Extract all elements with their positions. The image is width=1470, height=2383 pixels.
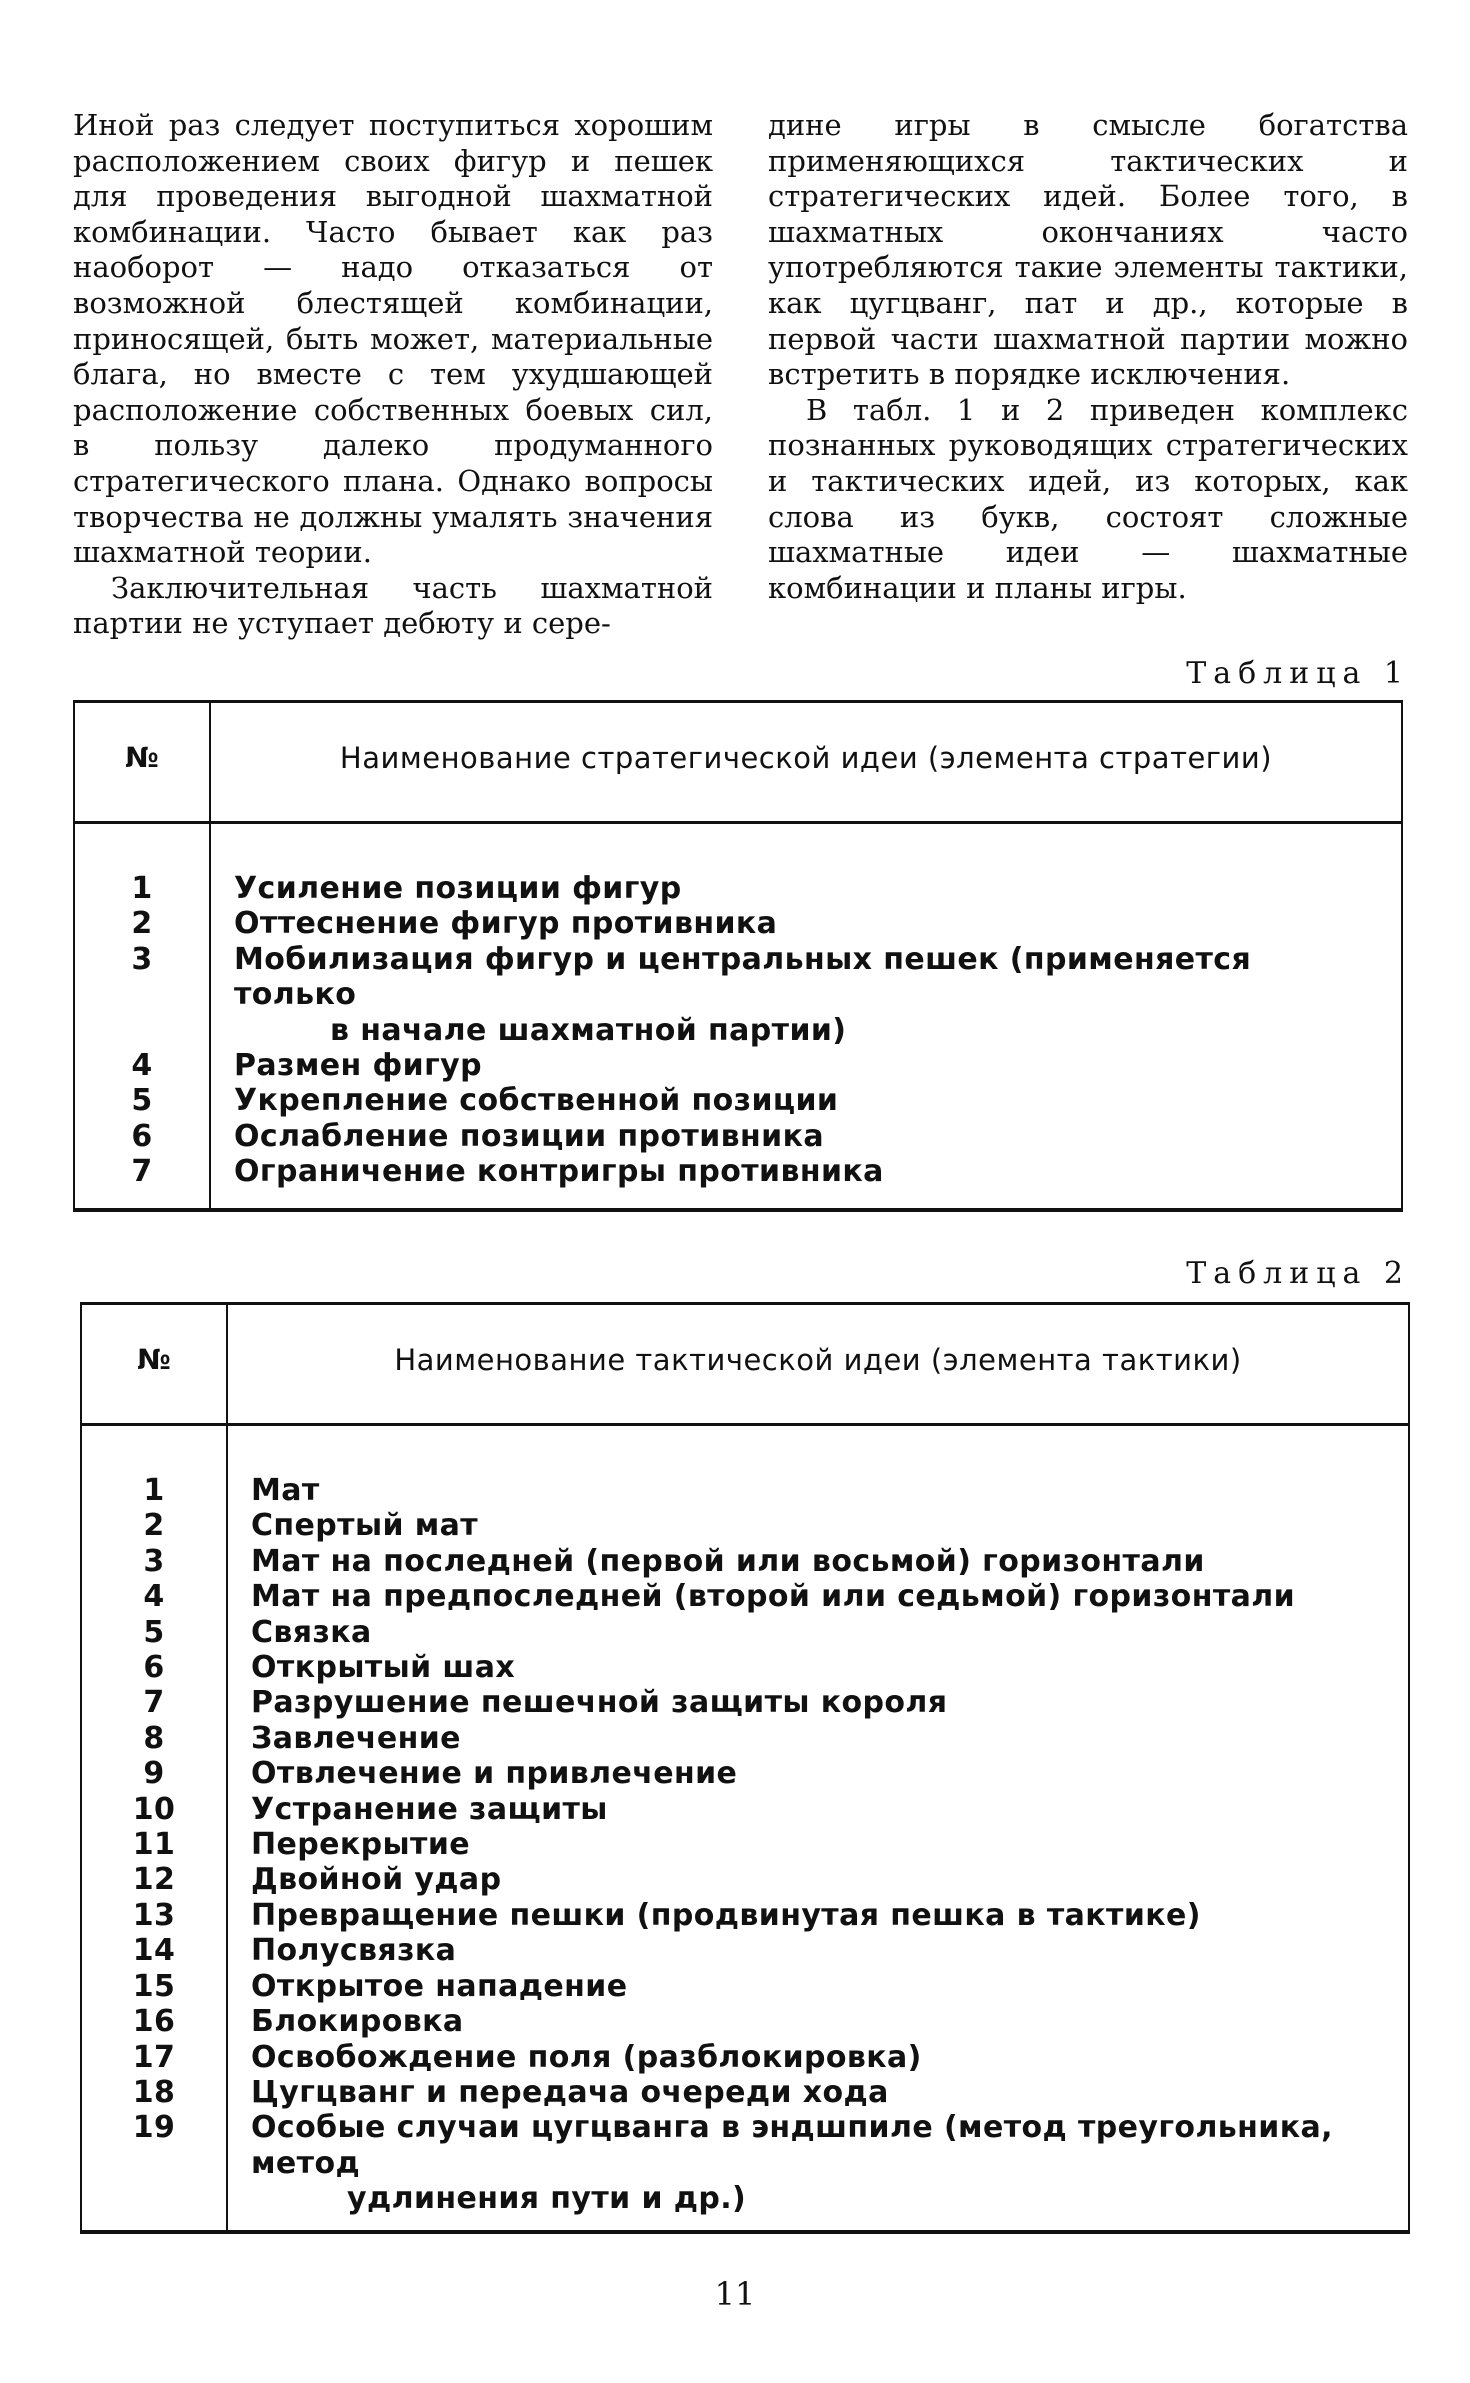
table2-row <box>82 2040 1408 2075</box>
row-name: Завлечение <box>251 1720 461 1756</box>
row-name-cell <box>226 1862 1408 1897</box>
row-name-cell <box>226 1792 1408 1827</box>
strategy-table <box>73 700 1403 1212</box>
row-number: 1 <box>131 871 153 906</box>
row-name-cell <box>209 1119 1401 1154</box>
table1-caption: Таблица 1 <box>1186 656 1410 691</box>
table1-header-name: Наименование стратегической идеи (элемента стратегии) <box>339 741 1273 775</box>
table1-row <box>75 1083 1401 1118</box>
row-name: Отвлечение и привлечение <box>251 1756 738 1792</box>
row-number: 3 <box>131 941 153 977</box>
row-number: 17 <box>132 2039 176 2075</box>
row-name-cell <box>209 942 1401 1048</box>
row-name-cell <box>226 1685 1408 1720</box>
header-rule <box>82 1423 1408 1426</box>
row-number: 4 <box>143 1579 165 1615</box>
row-number: 16 <box>132 2004 176 2040</box>
row-name: Мат <box>251 1473 320 1508</box>
row-number: 2 <box>131 906 153 942</box>
row-number: 6 <box>143 1650 165 1686</box>
row-name: Блокировка <box>251 2004 464 2040</box>
row-name: Оттеснение фигур противника <box>234 906 778 942</box>
row-number: 6 <box>131 1118 153 1154</box>
row-number: 11 <box>132 1827 176 1863</box>
row-name-continuation: в начале шахматной партии) <box>330 1012 847 1048</box>
row-name-cell <box>226 2004 1408 2039</box>
row-number: 19 <box>132 2110 176 2146</box>
right-column <box>768 108 1408 606</box>
row-name: Разрушение пешечной защиты короля <box>251 1685 948 1721</box>
row-name: Мат на последней (первой или восьмой) горизонтали <box>251 1543 1205 1579</box>
row-number: 5 <box>143 1614 165 1650</box>
page-number: 11 <box>714 2275 756 2313</box>
row-name-cell <box>226 1721 1408 1756</box>
table2-row <box>82 1792 1408 1827</box>
table2-row <box>82 1650 1408 1685</box>
row-name: Устранение защиты <box>251 1791 608 1827</box>
table2-row <box>82 2075 1408 2110</box>
row-number: 12 <box>132 1862 176 1898</box>
row-number: 15 <box>132 1968 176 2004</box>
row-name-cell <box>209 906 1401 941</box>
table2-row <box>82 2004 1408 2039</box>
table2-row <box>82 1898 1408 1933</box>
row-name: Открытый шах <box>251 1650 516 1686</box>
table2-row <box>82 1544 1408 1579</box>
row-name: Ослабление позиции противника <box>234 1118 824 1154</box>
row-name: Открытое нападение <box>251 1968 628 2004</box>
row-number: 7 <box>143 1685 165 1721</box>
row-number: 3 <box>143 1543 165 1579</box>
left-column <box>73 108 713 642</box>
table1-row <box>75 871 1401 906</box>
table1-row <box>75 1154 1401 1189</box>
row-name: Мобилизация фигур и центральных пешек (применяется только <box>234 941 1252 1013</box>
row-name-cell <box>226 1579 1408 1614</box>
table1-header-number: № <box>125 741 159 774</box>
row-name-cell <box>226 1650 1408 1685</box>
row-number: 8 <box>143 1720 165 1756</box>
row-name-cell <box>226 1615 1408 1650</box>
table1-row <box>75 1119 1401 1154</box>
table1-rows <box>75 871 1401 1190</box>
table2-row <box>82 1721 1408 1756</box>
row-name: Мат на предпоследней (второй или седьмой) горизонтали <box>251 1579 1296 1615</box>
row-name-cell <box>226 2110 1408 2216</box>
row-name-cell <box>226 1969 1408 2004</box>
row-name-cell <box>226 2040 1408 2075</box>
row-name: Перекрытие <box>251 1827 470 1863</box>
row-name: Освобождение поля (разблокировка) <box>251 2039 922 2075</box>
table2-row <box>82 1508 1408 1543</box>
left-paragraph-1: Иной раз следует поступиться хорошим расположением своих фигур и пешек для проведения выгодной шахматной комбинации. Часто бывает как раз наоборот — надо отказаться от возможной блестящей комбинации, приносящей, быть может, материальные блага, но вместе с тем ухудшающей расположение собственных боевых сил, в пользу далеко продуманного стратегического плана. Однако вопросы творчества не должны умалять значения шахматной теории. <box>73 108 713 570</box>
row-name: Полусвязка <box>251 1933 457 1969</box>
table2-rows <box>82 1473 1408 2217</box>
row-name-cell <box>209 1154 1401 1189</box>
row-number: 9 <box>143 1756 165 1792</box>
row-name-continuation: удлинения пути и др.) <box>347 2181 747 2217</box>
row-name: Усиление позиции фигур <box>234 871 682 906</box>
row-number: 4 <box>131 1048 153 1084</box>
row-number: 14 <box>132 1933 176 1969</box>
row-name: Особые случаи цугцванга в эндшпиле (метод треугольника, метод <box>251 2110 1333 2181</box>
row-name: Ограничение контригры противника <box>234 1154 884 1190</box>
row-number: 1 <box>143 1473 165 1508</box>
left-paragraph-2: Заключительная часть шахматной партии не уступает дебюту и сере- <box>73 570 713 641</box>
row-name: Превращение пешки (продвинутая пешка в тактике) <box>251 1897 1201 1933</box>
table2-caption: Таблица 2 <box>1186 1256 1410 1291</box>
row-name-cell <box>226 1827 1408 1862</box>
right-paragraph-1: дине игры в смысле богатства применяющихся тактических и стратегических идей. Более того, в шахматных окончаниях часто употребляются такие элементы тактики, как цугцванг, пат и др., которые в первой части шахматной партии можно встретить в порядке исключения. <box>768 108 1408 392</box>
table2-row <box>82 1756 1408 1791</box>
row-name-cell <box>209 1048 1401 1083</box>
row-name-cell <box>226 1898 1408 1933</box>
row-number: 2 <box>143 1508 165 1544</box>
table2-row <box>82 1862 1408 1897</box>
row-number: 5 <box>131 1083 153 1119</box>
row-name: Цугцванг и передача очереди хода <box>251 2074 889 2110</box>
row-name: Укрепление собственной позиции <box>234 1083 839 1119</box>
table2-row <box>82 1579 1408 1614</box>
row-name-cell <box>226 1544 1408 1579</box>
row-name-cell <box>226 1756 1408 1791</box>
row-name-cell <box>226 1508 1408 1543</box>
table2-row <box>82 1685 1408 1720</box>
table2-row <box>82 1969 1408 2004</box>
header-rule <box>75 821 1401 824</box>
row-name-cell <box>226 2075 1408 2110</box>
row-name-cell <box>226 1473 1408 1508</box>
row-number: 18 <box>132 2074 176 2110</box>
row-number: 7 <box>131 1154 153 1190</box>
row-name: Спертый мат <box>251 1508 479 1544</box>
table2-row <box>82 1615 1408 1650</box>
row-name-cell <box>226 1933 1408 1968</box>
table2-row <box>82 1933 1408 1968</box>
table2-row <box>82 1827 1408 1862</box>
table2-header-name: Наименование тактической идеи (элемента тактики) <box>394 1343 1242 1377</box>
table2-row <box>82 1473 1408 1508</box>
row-number: 10 <box>132 1791 176 1827</box>
table2-row <box>82 2110 1408 2216</box>
tactics-table <box>80 1302 1410 2234</box>
table1-row <box>75 1048 1401 1083</box>
right-paragraph-2: В табл. 1 и 2 приведен комплекс познанных руководящих стратегических и тактических идей, из которых, как слова из букв, состоят сложные шахматные идеи — шахматные комбинации и планы игры. <box>768 392 1408 605</box>
row-number: 13 <box>132 1897 176 1933</box>
row-name-cell <box>209 1083 1401 1118</box>
row-name-cell <box>209 871 1401 906</box>
row-name: Двойной удар <box>251 1862 502 1898</box>
table1-row <box>75 906 1401 941</box>
table2-header-number: № <box>137 1343 171 1376</box>
row-name: Связка <box>251 1614 372 1650</box>
table1-row <box>75 942 1401 1048</box>
row-name: Размен фигур <box>234 1048 482 1084</box>
